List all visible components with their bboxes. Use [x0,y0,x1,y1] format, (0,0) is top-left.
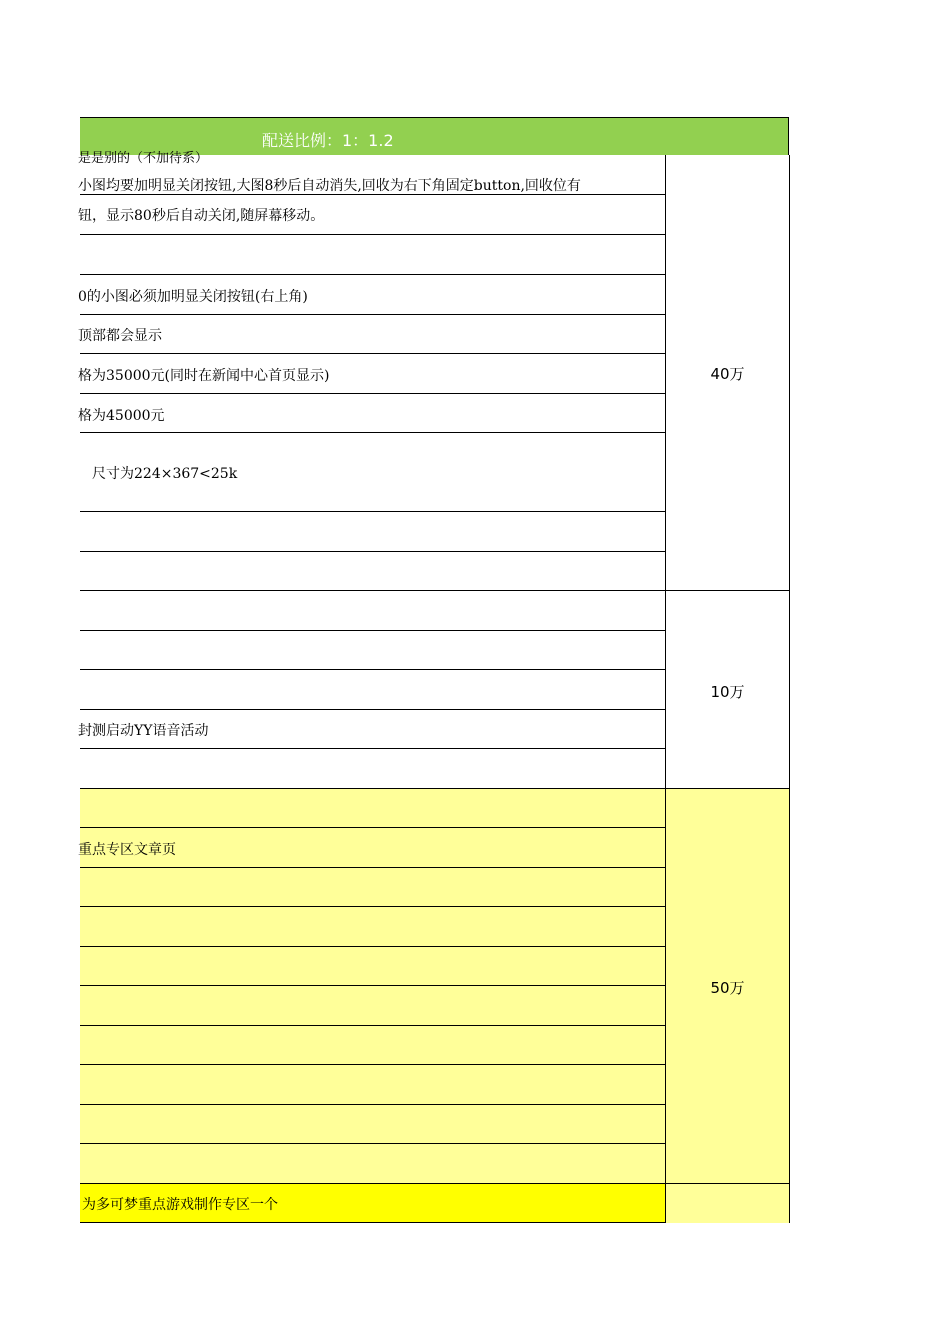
table-row [80,1105,666,1144]
table-row [80,868,666,907]
table-row [80,1026,666,1065]
cell-text: 格为35000元(同时在新闻中心首页显示) [78,368,330,384]
cell-text: 顶部都会显示 [78,328,162,344]
cell-text: 重点专区文章页 [78,842,176,858]
price-cell [666,789,790,1184]
table-row [80,1065,666,1105]
table-row [80,275,666,315]
table-row [80,710,666,749]
cell-text: 格为45000元 [78,408,165,424]
table-row [80,749,666,789]
table-row [80,315,666,354]
table-row [80,1144,666,1184]
table-row [80,947,666,986]
table-row [80,394,666,433]
table-row [80,433,666,512]
table-row [80,1184,666,1223]
table-row [80,828,666,868]
cell-text: 尺寸为224×367<25k [92,466,238,482]
clipped-text: 是是别的（不加待系） [78,151,209,166]
price-label: 50万 [710,979,745,997]
table-row [80,354,666,394]
cell-text: 为多可梦重点游戏制作专区一个 [82,1197,278,1213]
cell-text: 钮，显示80秒后自动关闭,随屏幕移动。 [78,208,325,224]
cell-text: 0的小图必须加明显关闭按钮(右上角) [78,289,308,305]
table-row [80,512,666,552]
cell-text: 小图均要加明显关闭按钮,大图8秒后自动消失,回收为右下角固定button,回收位有 [78,178,581,194]
price-cell [666,1184,790,1223]
price-label: 40万 [710,365,745,383]
price-cell [666,591,790,789]
ratio-label: 配送比例：1：1.2 [262,131,394,150]
table-row [80,986,666,1026]
table-row [80,591,666,631]
table-row [80,235,666,275]
price-cell [666,155,790,591]
table-row [80,670,666,710]
table-row [80,155,666,195]
spreadsheet-sheet [80,117,790,1223]
cell-text: 封测启动YY语音活动 [78,723,209,739]
table-row [80,631,666,670]
table-row [80,907,666,947]
table-row [80,195,666,235]
price-label: 10万 [710,683,745,701]
table-row [80,552,666,591]
table-row [80,789,666,828]
